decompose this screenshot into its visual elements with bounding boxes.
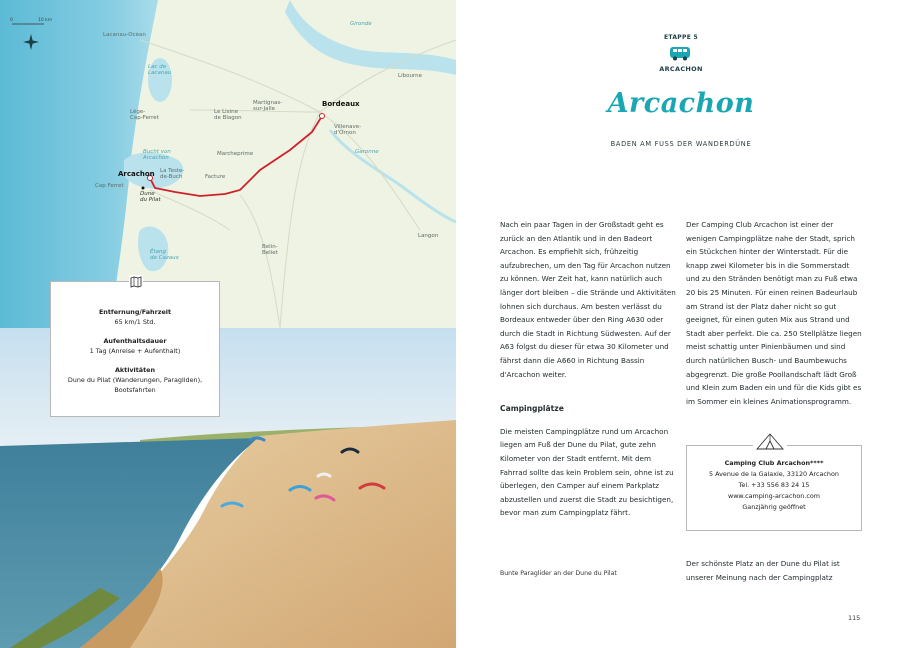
place-gironde: Gironde	[350, 21, 372, 27]
route-map	[0, 0, 456, 328]
intro-paragraph: Nach ein paar Tagen in der Großstadt geht es zurück an den Atlantik und in den Badeort Arcachon. Es empfiehlt sich, frühzeitig aufzubrechen, um den Tag für Arcachon nutzen zu können. Wer Zeit hat, kann natürlich auch länger dort bleiben – die Strände und Aktivitäten lohnen sich durchaus. Am besten verlässt du Bordeaux entweder über den Ring A630 oder durch die Stadt in Richtung Südwesten. Auf der A63 folgst du dieser für etwa 30 Kilometer und fährst dann die A660 in Richtung Bassin d'Arcachon weiter.	[500, 220, 676, 379]
scale-distance-label: 10 km	[38, 18, 53, 23]
page-title: Arcachon	[607, 88, 755, 119]
distance-value: 65 km/1 Std.	[114, 317, 156, 326]
scale-zero-label: 0	[10, 18, 13, 23]
duration-group	[57, 337, 213, 356]
place-langon: Langon	[418, 233, 439, 239]
campsite-season: Ganzjährig geöffnet	[742, 502, 806, 511]
page-number: 115	[848, 614, 861, 622]
place-martignas: Martignas- sur-Jalle	[253, 100, 283, 112]
place-lege: Lège- Cap-Ferret	[130, 109, 159, 121]
campsite-info-box	[686, 445, 862, 531]
place-libourne: Libourne	[398, 73, 422, 79]
place-garonne: Garonne	[355, 149, 379, 155]
camper-van-icon	[668, 44, 692, 62]
place-belin: Belin- Beliet	[262, 244, 278, 256]
text-column-1	[500, 218, 676, 520]
camping-paragraph: Die meisten Campingplätze rund um Arcachon liegen am Fuß der Dune du Pilat, gute zehn Kilometer von der Stadt entfernt. Mit dem Fahrrad sollte das kein Problem sein, ohne ist zu überlegen, den Camper auf einem Parkplatz abzustellen und zuerst die Stadt zu besichtigen, bevor man zum Campingplatz fährt.	[500, 426, 674, 518]
campsite-address: 5 Avenue de la Galaxie, 33120 Arcachon	[709, 469, 839, 478]
campsite-website[interactable]: www.camping-arcachon.com	[727, 491, 821, 500]
map-book-icon	[129, 275, 143, 289]
text-column-2	[686, 218, 862, 408]
closing-text: Der schönste Platz an der Dune du Pilat ist unserer Meinung nach der Campingplatz	[686, 559, 840, 582]
distance-title: Entfernung/Fahrzeit	[98, 308, 172, 316]
activities-title: Aktivitäten	[114, 366, 156, 375]
gironde-river	[285, 0, 456, 75]
duration-value: 1 Tag (Anreise + Aufenthalt)	[89, 346, 181, 355]
right-page	[456, 0, 910, 648]
stage-label: ETAPPE 5	[664, 34, 698, 41]
place-cap-ferret: Cap Ferret	[95, 183, 124, 189]
place-bucht: Bucht von Arcachon	[143, 149, 171, 161]
campsite-phone: Tel. +33 556 83 24 15	[738, 480, 810, 489]
place-dune-pilat: Dune du Pilat	[140, 191, 161, 203]
route-end-marker	[320, 114, 325, 119]
map-graphic	[0, 0, 456, 328]
activities-group	[57, 366, 213, 395]
tent-icon	[753, 431, 787, 451]
trip-info-box	[50, 281, 220, 417]
garonne-river	[330, 130, 456, 222]
place-marcheprime: Marcheprime	[217, 151, 254, 157]
campsite-name: Camping Club Arcachon****	[724, 459, 824, 467]
place-lisine: Le Lisine de Blagon	[214, 109, 242, 121]
page-subtitle: BADEN AM FUSS DER WANDERDÜNE	[610, 140, 752, 148]
photo-caption: Bunte Paraglider an der Dune du Pilat	[500, 570, 617, 577]
place-arcachon: Arcachon	[118, 170, 155, 178]
place-facture: Facture	[205, 174, 226, 180]
place-villenave: Villenave- d'Ornon	[334, 124, 362, 136]
distance-group	[57, 308, 213, 327]
place-lac-lacanau: Lac de Lacanau	[148, 64, 172, 76]
activities-value: Dune du Pilat (Wanderungen, Paragliden), Bootsfahrten	[67, 376, 203, 394]
stage-place: ARCACHON	[659, 65, 703, 73]
dune-marker	[142, 187, 145, 190]
duration-title: Aufenthaltsdauer	[103, 337, 167, 346]
place-bordeaux: Bordeaux	[322, 100, 360, 108]
section-heading-camping: Campingplätze	[500, 404, 564, 414]
campsite-paragraph: Der Camping Club Arcachon ist einer der wenigen Campingplätze nahe der Stadt, sprich ein Stückchen hinter der Winterstadt. Für die knapp zwei Kilometer bis in die Sommerstadt und zu den Stränden benötigt man zu Fuß etwa 20 bis 25 Minuten. Für einen reinen Badeurlaub am Strand ist der Platz daher nicht so gut geeignet, für einen guten Mix aus Strand und Stadt aber perfekt. Die ca. 250 Stellplätze liegen meist schattig unter Pinienbäumen und sind durch natürlichen Busch- und Baumbewuchs abgegrenzt. Die große Poollandschaft lädt Groß und Klein zum Baden ein und für die Kids gibt es im Sommer ein kleines Animationsprogramm.	[686, 220, 862, 406]
place-teste-de-buch: La Teste- de-Buch	[160, 168, 185, 180]
place-etang-cazaux: Étang de Cazaux	[150, 249, 179, 261]
place-lacanau: Lacanau-Océan	[103, 32, 146, 38]
